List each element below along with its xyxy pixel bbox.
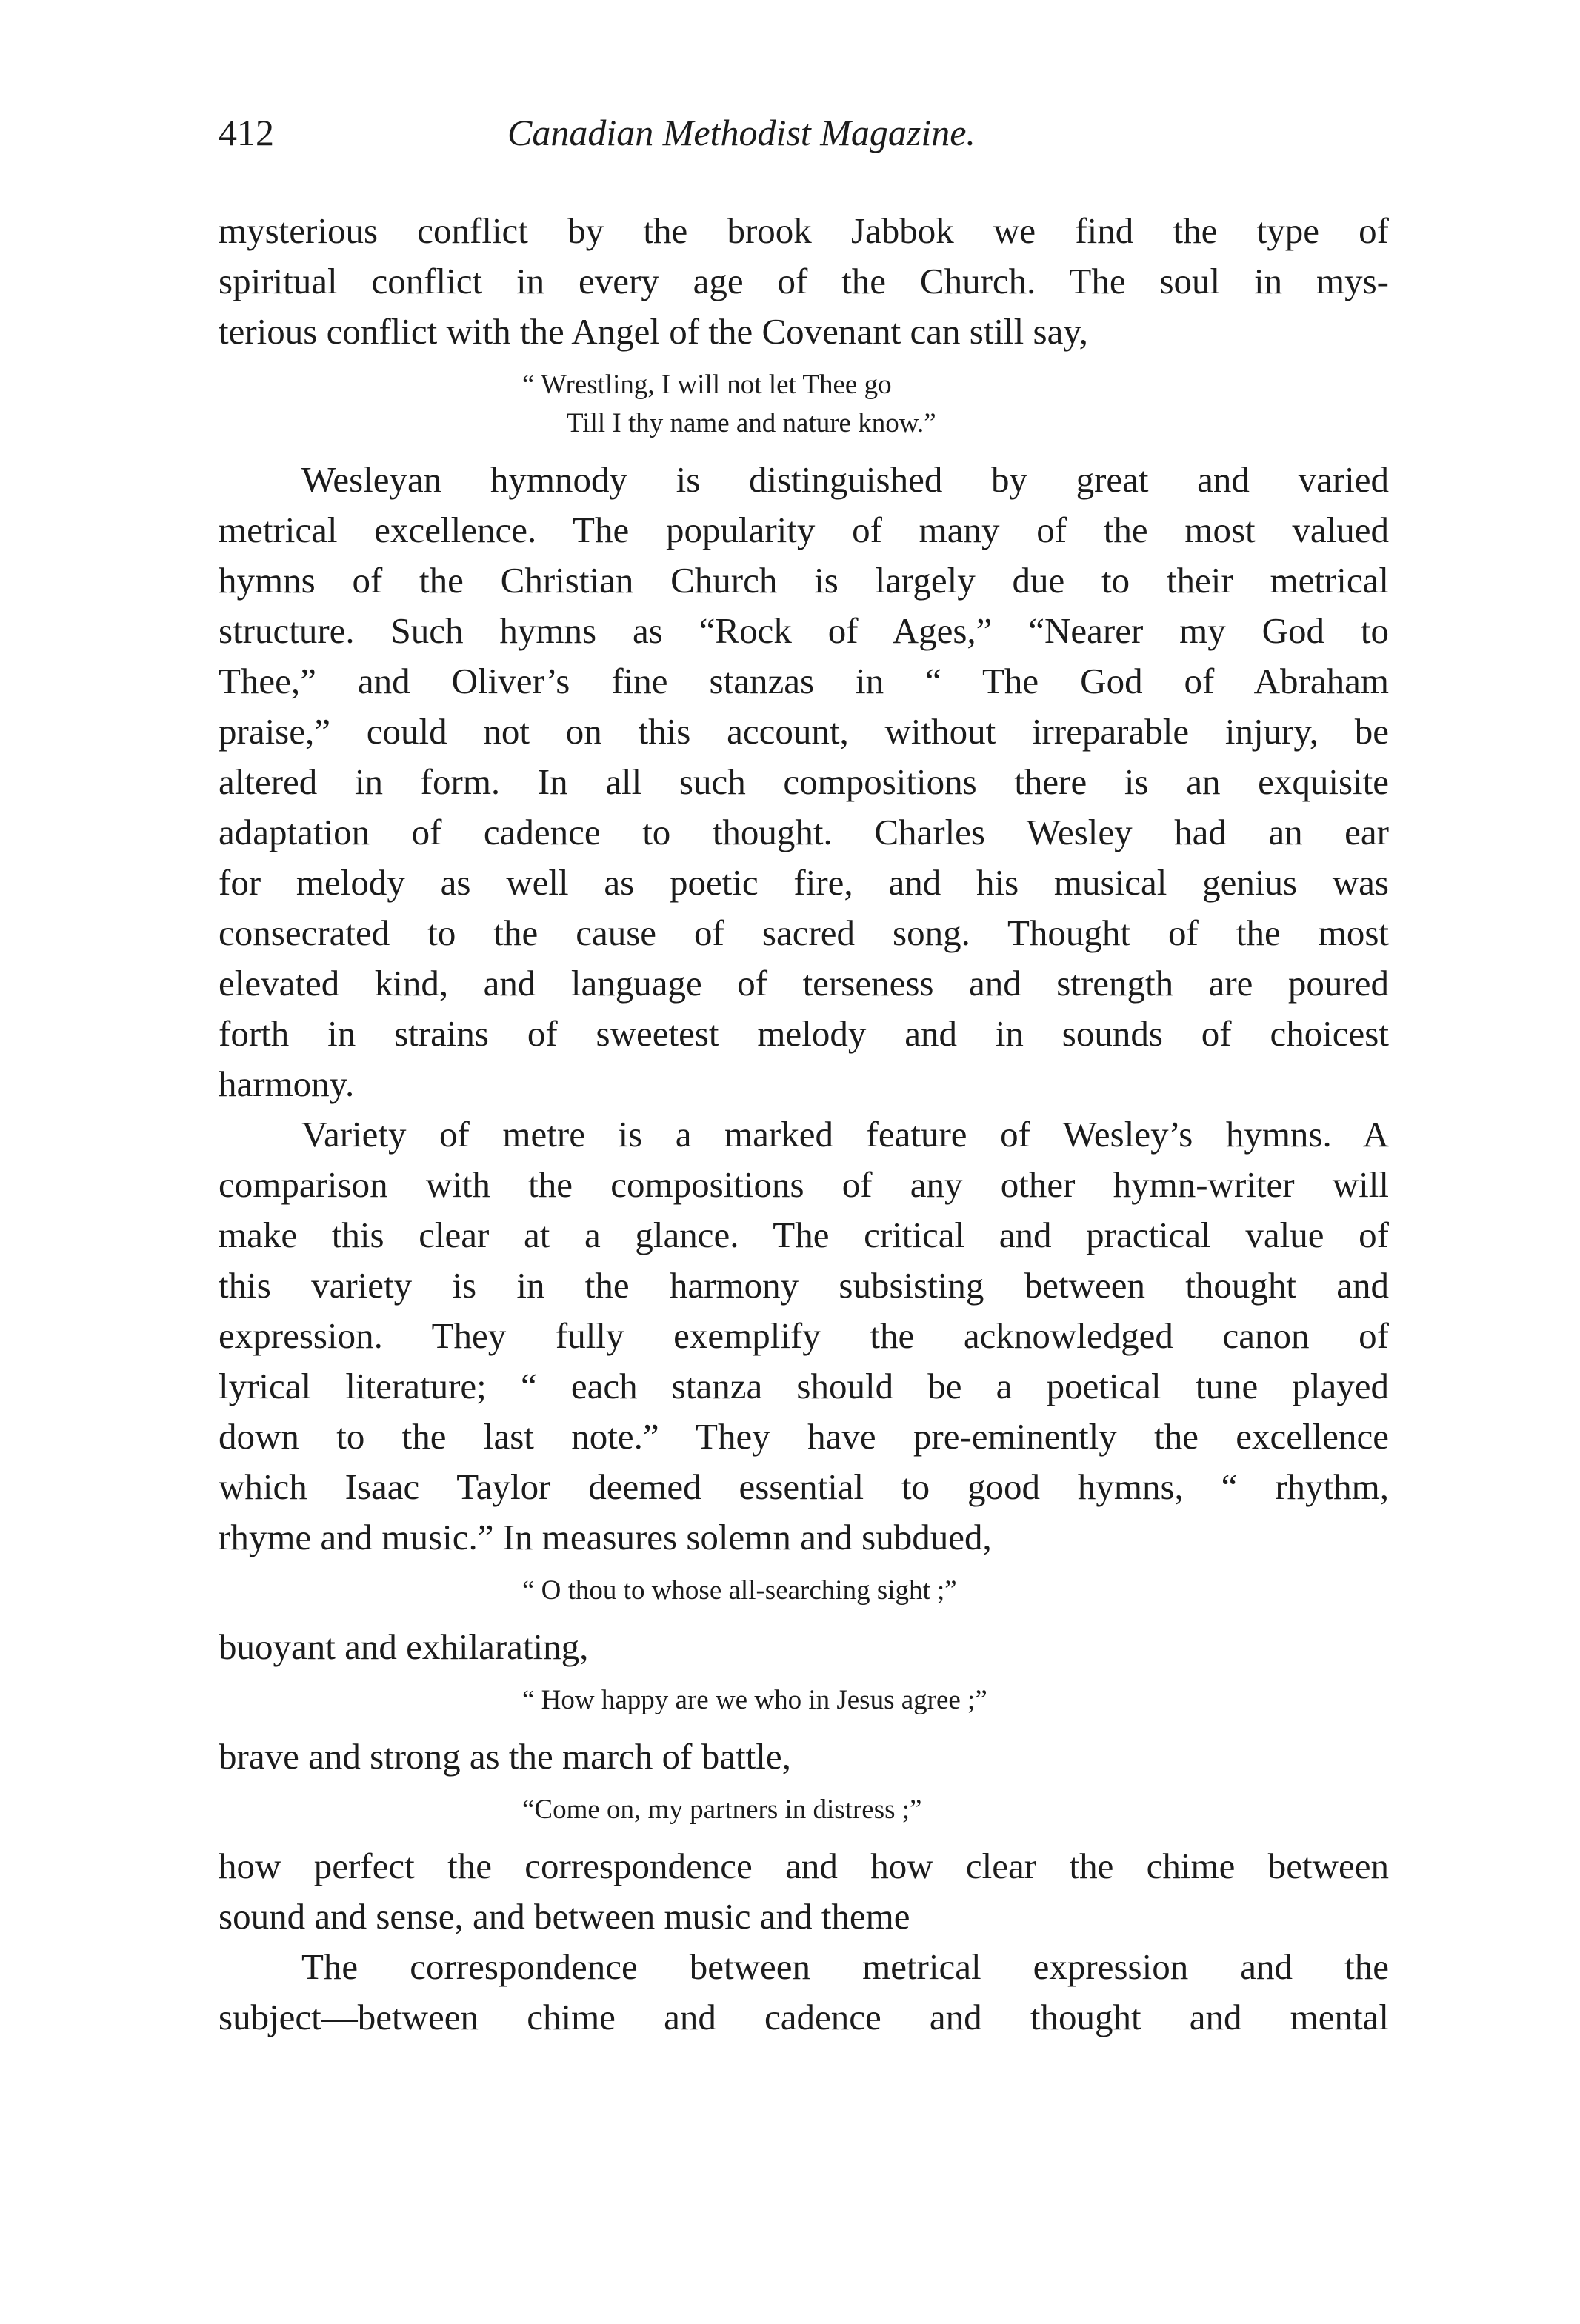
text-line: terious conflict with the Angel of the Covenant can still say, <box>219 311 1088 352</box>
text-line: expression. They fully exemplify the acknowledged canon of <box>219 1315 1389 1356</box>
text-line: consecrated to the cause of sacred song. Thought of the most <box>219 912 1389 953</box>
text-line: make this clear at a glance. The critical and practical value of <box>219 1215 1389 1255</box>
text-line: adaptation of cadence to thought. Charles Wesley had an ear <box>219 812 1389 852</box>
text-line: for melody as well as poetic fire, and his musical genius was <box>219 862 1389 903</box>
text-line: forth in strains of sweetest melody and in sounds of choicest <box>219 1013 1389 1054</box>
paragraph <box>219 1942 1389 2043</box>
running-head <box>219 111 1389 170</box>
verse-line: “ O thou to whose all-searching sight ;” <box>522 1575 957 1606</box>
text-line: lyrical literature; “ each stanza should be a poetical tune played <box>219 1366 1389 1406</box>
page <box>219 111 1389 2043</box>
verse-quotation <box>219 1681 1389 1720</box>
text-line: brave and strong as the march of battle, <box>219 1736 791 1777</box>
text-line: Variety of metre is a marked feature of Wesley’s hymns. A <box>301 1114 1389 1155</box>
verse-quotation <box>219 1572 1389 1610</box>
text-line: comparison with the compositions of any other hymn-writer will <box>219 1164 1389 1205</box>
verse-line: “Come on, my partners in distress ;” <box>522 1794 922 1825</box>
verse-line: “ Wrestling, I will not let Thee go <box>522 370 892 400</box>
text-line: down to the last note.” They have pre-eminently the excellence <box>219 1416 1389 1457</box>
text-line: mysterious conflict by the brook Jabbok we find the type of <box>219 210 1389 251</box>
text-line: altered in form. In all such compositions there is an exquisite <box>219 761 1389 802</box>
text-line: buoyant and exhilarating, <box>219 1626 589 1667</box>
verse-quotation <box>219 366 1389 443</box>
text-line: rhyme and music.” In measures solemn and subdued, <box>219 1517 992 1557</box>
text-line: The correspondence between metrical expression and the <box>301 1946 1389 1987</box>
verse-quotation <box>219 1791 1389 1829</box>
journal-title: Canadian Methodist Magazine. <box>507 112 976 153</box>
paragraph <box>219 455 1389 1109</box>
paragraph <box>219 1841 1389 1942</box>
text-line: subject—between chime and cadence and thought and mental <box>219 1997 1389 2037</box>
text-line: spiritual conflict in every age of the Church. The soul in mys- <box>219 261 1389 301</box>
text-line: Wesleyan hymnody is distinguished by great and varied <box>301 459 1389 500</box>
text-line: structure. Such hymns as “Rock of Ages,” “Nearer my God to <box>219 610 1389 651</box>
verse-line: Till I thy name and nature know.” <box>567 408 936 438</box>
text-line: elevated kind, and language of terseness and strength are poured <box>219 963 1389 1004</box>
text-line: metrical excellence. The popularity of many of the most valued <box>219 510 1389 550</box>
paragraph <box>219 1732 1389 1782</box>
article-body <box>219 206 1389 2043</box>
text-line: hymns of the Christian Church is largely due to their metrical <box>219 560 1389 601</box>
text-line: Thee,” and Oliver’s fine stanzas in “ The God of Abraham <box>219 661 1389 701</box>
text-line: this variety is in the harmony subsisting between thought and <box>219 1265 1389 1306</box>
text-line: sound and sense, and between music and theme <box>219 1896 910 1937</box>
verse-line: “ How happy are we who in Jesus agree ;” <box>522 1685 987 1715</box>
paragraph <box>219 1109 1389 1563</box>
text-line: which Isaac Taylor deemed essential to good hymns, “ rhythm, <box>219 1466 1389 1507</box>
text-line: harmony. <box>219 1064 355 1104</box>
text-line: praise,” could not on this account, without irreparable injury, be <box>219 711 1389 752</box>
text-line: how perfect the correspondence and how clear the chime between <box>219 1846 1389 1886</box>
paragraph <box>219 1622 1389 1672</box>
page-number: 412 <box>219 112 274 153</box>
paragraph <box>219 206 1389 357</box>
